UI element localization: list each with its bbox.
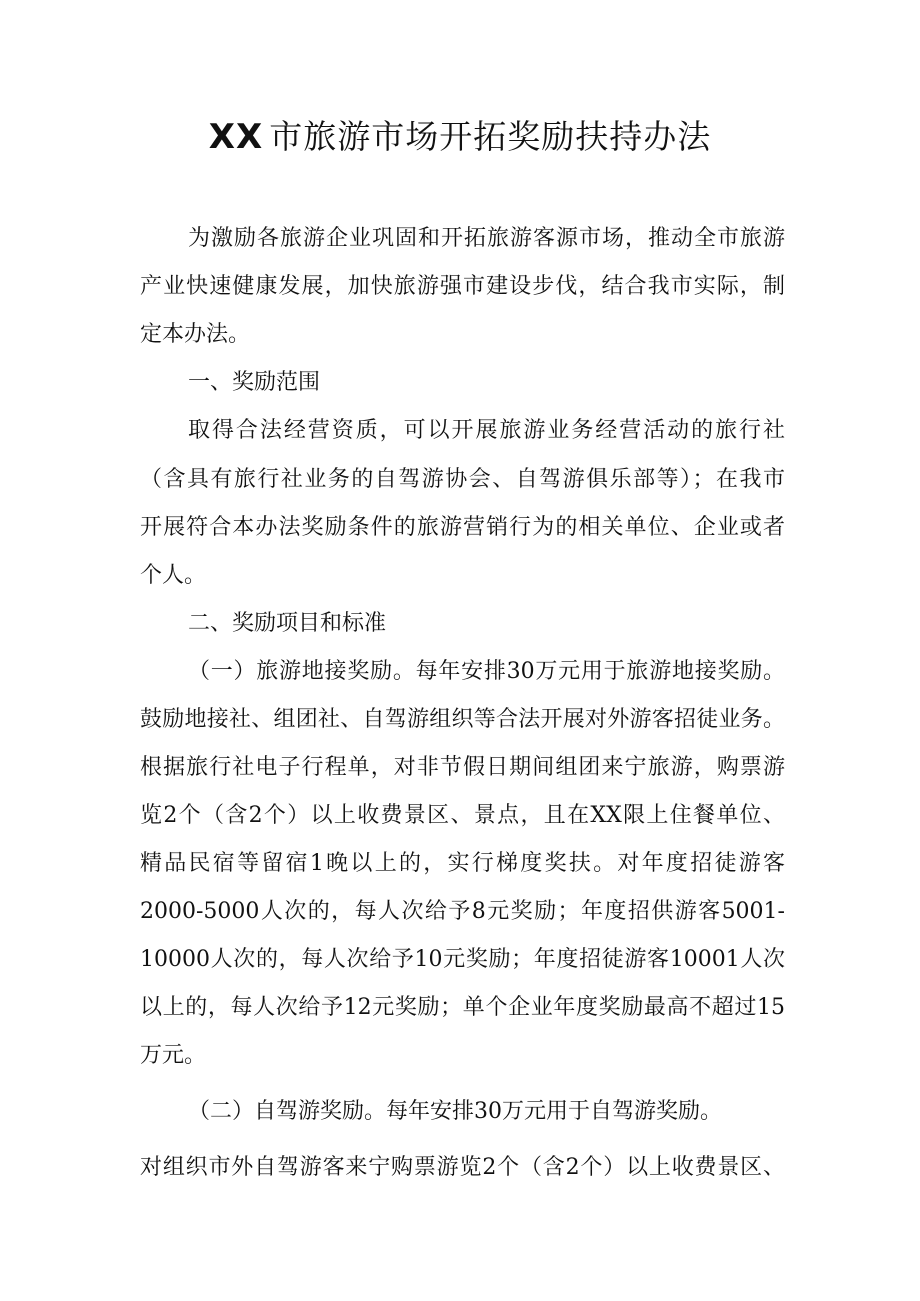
paragraph-line: 鼓励地接社、组团社、自驾游组织等合法开展对外游客招徒业务。 — [140, 707, 785, 732]
paragraph-line: 以上的，每人次给予12元奖励；单个企业年度奖励最高不超过15 — [140, 995, 785, 1020]
paragraph-line: 精品民宿等留宿1晚以上的，实行梯度奖扶。对年度招徒游客 — [140, 851, 785, 876]
paragraph-line: 根据旅行社电子行程单，对非节假日期间组团来宁旅游，购票游 — [140, 755, 785, 780]
document-title — [0, 113, 920, 161]
paragraph-line: （含具有旅行社业务的自驾游协会、自驾游俱乐部等）；在我市 — [140, 467, 785, 492]
paragraph-line: 10000人次的，每人次给予10元奖励；年度招徒游客10001人次 — [140, 947, 785, 972]
paragraph-line: 万元。 — [140, 1043, 207, 1068]
section-heading: 一、奖励范围 — [188, 370, 321, 395]
paragraph-line: 为激励各旅游企业巩固和开拓旅游客源市场，推动全市旅游 — [188, 226, 785, 251]
paragraph-line: 产业快速健康发展，加快旅游强市建设步伐，结合我市实际，制 — [140, 274, 785, 299]
title-prefix: XX — [208, 117, 264, 157]
paragraph-line: 开展符合本办法奖励条件的旅游营销行为的相关单位、企业或者 — [140, 515, 785, 540]
paragraph-line: 2000-5000人次的，每人次给予8元奖励；年度招供游客5001- — [140, 899, 785, 924]
title-text: 市旅游市场开拓奖励扶持办法 — [269, 117, 712, 156]
paragraph-line: 个人。 — [140, 563, 207, 588]
paragraph-line: （一）旅游地接奖励。每年安排30万元用于旅游地接奖励。 — [188, 659, 785, 684]
paragraph-line: （二）自驾游奖励。每年安排30万元用于自驾游奖励。 — [188, 1099, 722, 1124]
paragraph-line: 定本办法。 — [140, 322, 251, 347]
paragraph-line: 对组织市外自驾游客来宁购票游览2个（含2个）以上收费景区、 — [140, 1155, 785, 1180]
paragraph-line: 取得合法经营资质，可以开展旅游业务经营活动的旅行社 — [188, 418, 785, 443]
section-heading: 二、奖励项目和标准 — [188, 611, 387, 636]
paragraph-line: 览2个（含2个）以上收费景区、景点，且在XX限上住餐单位、 — [140, 803, 785, 828]
